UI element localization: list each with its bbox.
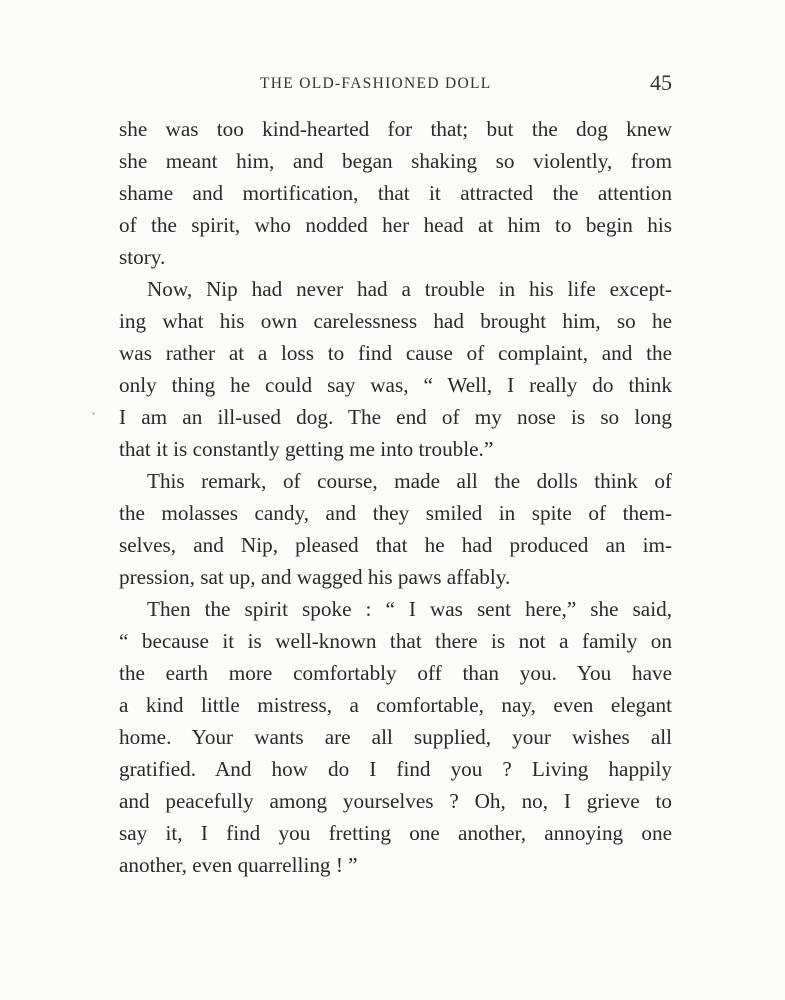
text-line: selves, and Nip, pleased that he had produced an im- — [119, 533, 672, 557]
text-line: a kind little mistress, a comfortable, nay, even elegant — [119, 693, 672, 717]
text-line: shame and mortification, that it attracted the attention — [119, 181, 672, 205]
text-line: story. — [119, 245, 166, 269]
text-line: This remark, of course, made all the dolls think of — [147, 469, 672, 493]
running-head: THE OLD-FASHIONED DOLL — [260, 75, 492, 92]
text-line: she was too kind-hearted for that; but the dog knew — [119, 117, 672, 141]
text-line: that it is constantly getting me into trouble.” — [119, 437, 494, 461]
page-number: 45 — [650, 70, 672, 95]
text-line: and peacefully among yourselves ? Oh, no, I grieve to — [119, 789, 672, 813]
text-line: the earth more comfortably off than you. You have — [119, 661, 672, 685]
text-line: Then the spirit spoke : “ I was sent here,” she said, — [147, 597, 672, 621]
text-line: she meant him, and began shaking so violently, from — [119, 149, 672, 173]
paper-speck — [92, 412, 95, 415]
text-line: home. Your wants are all supplied, your wishes all — [119, 725, 672, 749]
text-line: was rather at a loss to find cause of complaint, and the — [119, 341, 672, 365]
text-line: say it, I find you fretting one another, annoying one — [119, 821, 672, 845]
body-text — [119, 113, 672, 881]
text-line: “ because it is well-known that there is not a family on — [119, 629, 672, 653]
text-line: pression, sat up, and wagged his paws affably. — [119, 565, 511, 589]
text-line: I am an ill-used dog. The end of my nose is so long — [119, 405, 672, 429]
page-header — [118, 70, 672, 100]
text-line: ing what his own carelessness had brought him, so he — [119, 309, 672, 333]
text-line: of the spirit, who nodded her head at him to begin his — [119, 213, 672, 237]
text-line: another, even quarrelling ! ” — [119, 853, 358, 877]
text-line: Now, Nip had never had a trouble in his life except- — [147, 277, 672, 301]
text-line: the molasses candy, and they smiled in spite of them- — [119, 501, 672, 525]
text-line: only thing he could say was, “ Well, I really do think — [119, 373, 672, 397]
text-line: gratified. And how do I find you ? Living happily — [119, 757, 672, 781]
